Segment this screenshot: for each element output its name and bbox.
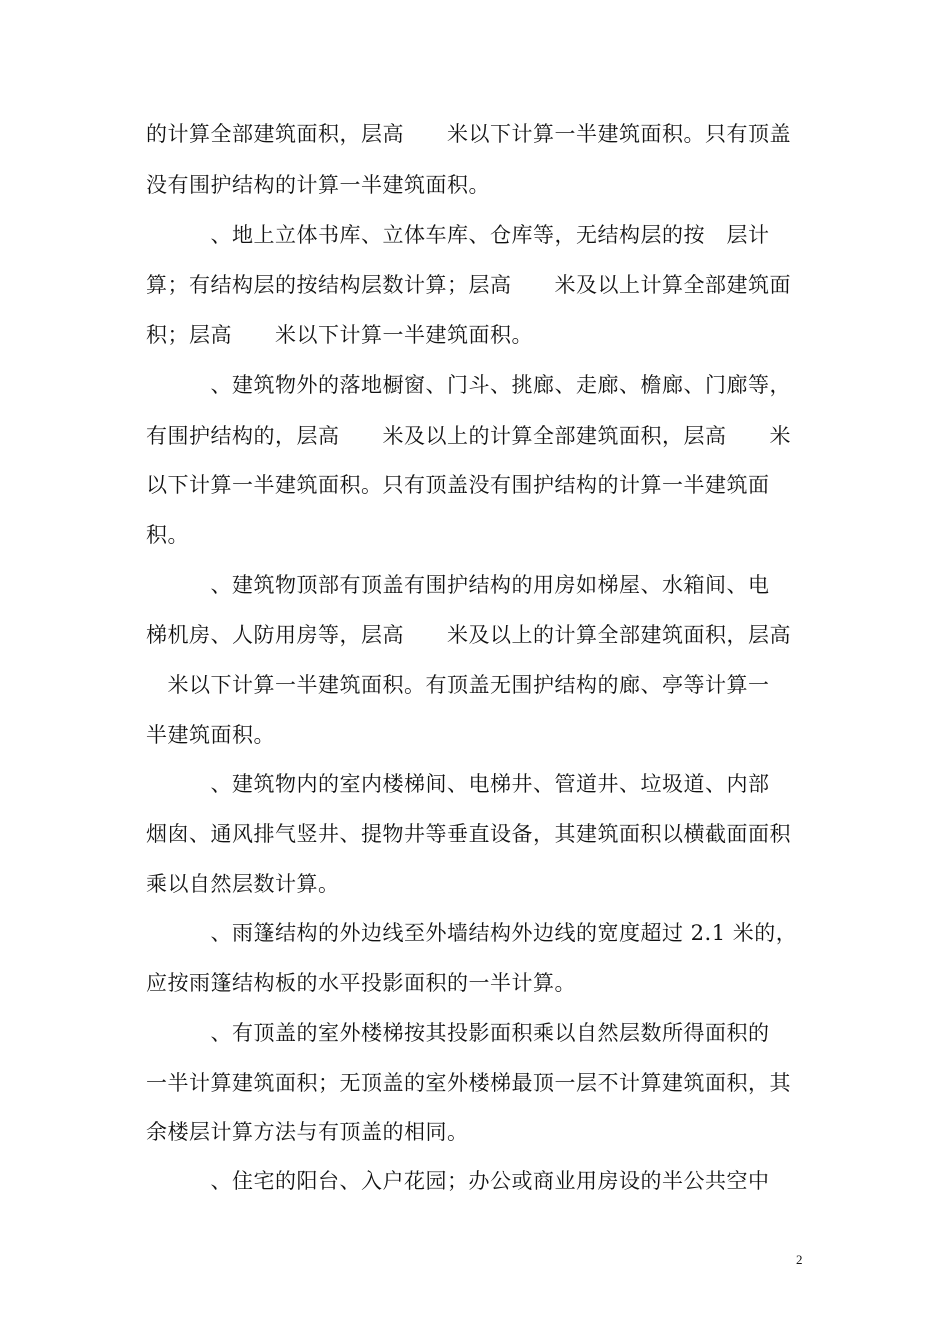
- text-line: 、有顶盖的室外楼梯按其投影面积乘以自然层数所得面积的: [146, 1021, 770, 1045]
- text-line: 梯机房、人防用房等，层高 米及以上的计算全部建筑面积，层高: [146, 623, 791, 647]
- text-line: 半建筑面积。: [146, 723, 275, 747]
- text-line: 没有围护结构的计算一半建筑面积。: [146, 173, 490, 197]
- text-line: 以下计算一半建筑面积。只有顶盖没有围护结构的计算一半建筑面: [146, 473, 770, 497]
- text-line: 、地上立体书库、立体车库、仓库等，无结构层的按 层计: [146, 223, 770, 247]
- text-line: 算；有结构层的按结构层数计算；层高 米及以上计算全部建筑面: [146, 273, 791, 297]
- text-line: 余楼层计算方法与有顶盖的相同。: [146, 1120, 469, 1144]
- text-line: 、建筑物内的室内楼梯间、电梯井、管道井、垃圾道、内部: [146, 772, 770, 796]
- text-line: 米以下计算一半建筑面积。有顶盖无围护结构的廊、亭等计算一: [146, 673, 770, 697]
- text-line: 积；层高 米以下计算一半建筑面积。: [146, 323, 533, 347]
- page-number: 2: [796, 1252, 803, 1267]
- text-line: 一半计算建筑面积；无顶盖的室外楼梯最顶一层不计算建筑面积，其: [146, 1071, 791, 1095]
- text-line: 应按雨篷结构板的水平投影面积的一半计算。: [146, 971, 576, 995]
- text-line: 、雨篷结构的外边线至外墙结构外边线的宽度超过 2.1 米的，: [146, 921, 798, 945]
- text-line: 有围护结构的，层高 米及以上的计算全部建筑面积，层高 米: [146, 424, 791, 448]
- text-line: 、建筑物顶部有顶盖有围护结构的用房如梯屋、水箱间、电: [146, 573, 770, 597]
- text-line: 、建筑物外的落地橱窗、门斗、挑廊、走廊、檐廊、门廊等，: [146, 373, 791, 397]
- text-line: 积。: [146, 523, 189, 547]
- text-line: 、住宅的阳台、入户花园；办公或商业用房设的半公共空中: [146, 1169, 770, 1193]
- text-line: 的计算全部建筑面积，层高 米以下计算一半建筑面积。只有顶盖: [146, 122, 791, 146]
- text-line: 乘以自然层数计算。: [146, 872, 340, 896]
- text-line: 烟囱、通风排气竖井、提物井等垂直设备，其建筑面积以横截面面积: [146, 822, 791, 846]
